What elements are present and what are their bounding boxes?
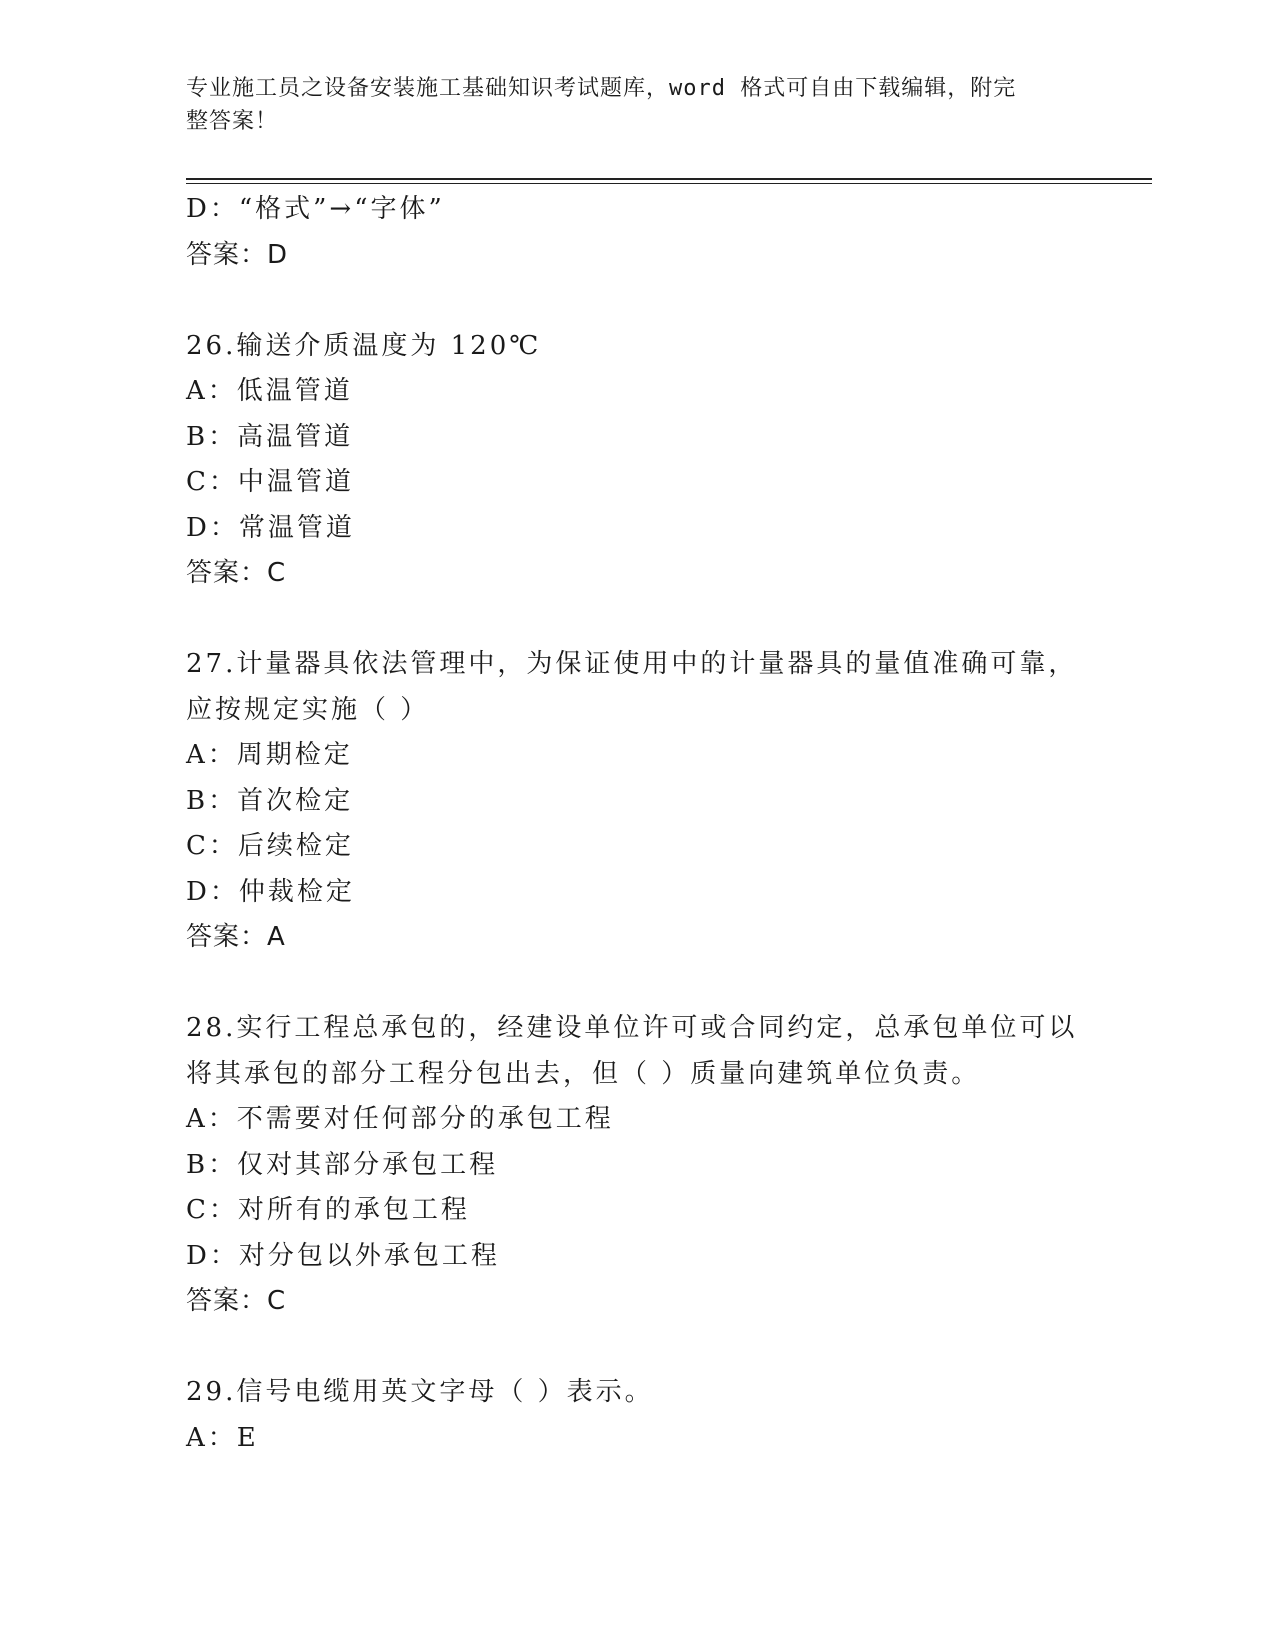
answer-line: 答案：C: [186, 558, 287, 588]
stem-line: 28.实行工程总承包的，经建设单位许可或合同约定，总承包单位可以: [186, 1013, 1078, 1043]
option-d: D：“格式”→“字体”: [186, 194, 445, 224]
question-29: [186, 1370, 1086, 1461]
document-header: [186, 72, 1066, 138]
question-stem: [186, 324, 1086, 370]
stem-line: 26.输送介质温度为 120℃: [186, 330, 542, 361]
question-27: [186, 642, 1086, 961]
question-stem: [186, 1006, 1086, 1097]
option-a: A：不需要对任何部分的承包工程: [186, 1104, 614, 1134]
question-content: [186, 187, 1086, 1461]
stem-line: 将其承包的部分工程分包出去，但（ ）质量向建筑单位负责。: [186, 1058, 981, 1089]
option-d: D：对分包以外承包工程: [186, 1240, 500, 1271]
spacer: [186, 597, 1086, 643]
spacer: [186, 1325, 1086, 1371]
option-d: D：仲裁检定: [186, 876, 355, 907]
stem-line: 27.计量器具依法管理中，为保证使用中的计量器具的量值准确可靠，: [186, 649, 1078, 679]
stem-line: 应按规定实施（ ）: [186, 694, 430, 725]
header-line-1: 专业施工员之设备安装施工基础知识考试题库，word 格式可自由下载编辑，附完: [186, 76, 1017, 101]
option-a: A：低温管道: [186, 376, 353, 406]
header-rule-thick: [186, 178, 1152, 180]
option-b: B：高温管道: [186, 421, 354, 452]
header-rule-thin: [186, 183, 1152, 184]
option-b: B：首次检定: [186, 785, 354, 816]
option-c: C：后续检定: [186, 831, 354, 861]
option-a: A：周期检定: [186, 740, 353, 770]
header-line-2: 整答案！: [186, 109, 279, 134]
spacer: [186, 278, 1086, 324]
spacer: [186, 961, 1086, 1007]
answer-line: 答案：D: [186, 239, 289, 270]
option-a: A：E: [186, 1422, 259, 1453]
question-stem: [186, 642, 1086, 733]
stem-line: 29.信号电缆用英文字母（ ）表示。: [186, 1377, 654, 1407]
question-26: [186, 324, 1086, 597]
option-c: C：中温管道: [186, 467, 354, 497]
question-28: [186, 1006, 1086, 1325]
option-b: B：仅对其部分承包工程: [186, 1149, 499, 1180]
option-d: D：常温管道: [186, 512, 355, 543]
option-c: C：对所有的承包工程: [186, 1195, 470, 1225]
answer-line: 答案：A: [186, 922, 286, 952]
question-stem: [186, 1370, 1086, 1416]
answer-line: 答案：C: [186, 1286, 287, 1316]
